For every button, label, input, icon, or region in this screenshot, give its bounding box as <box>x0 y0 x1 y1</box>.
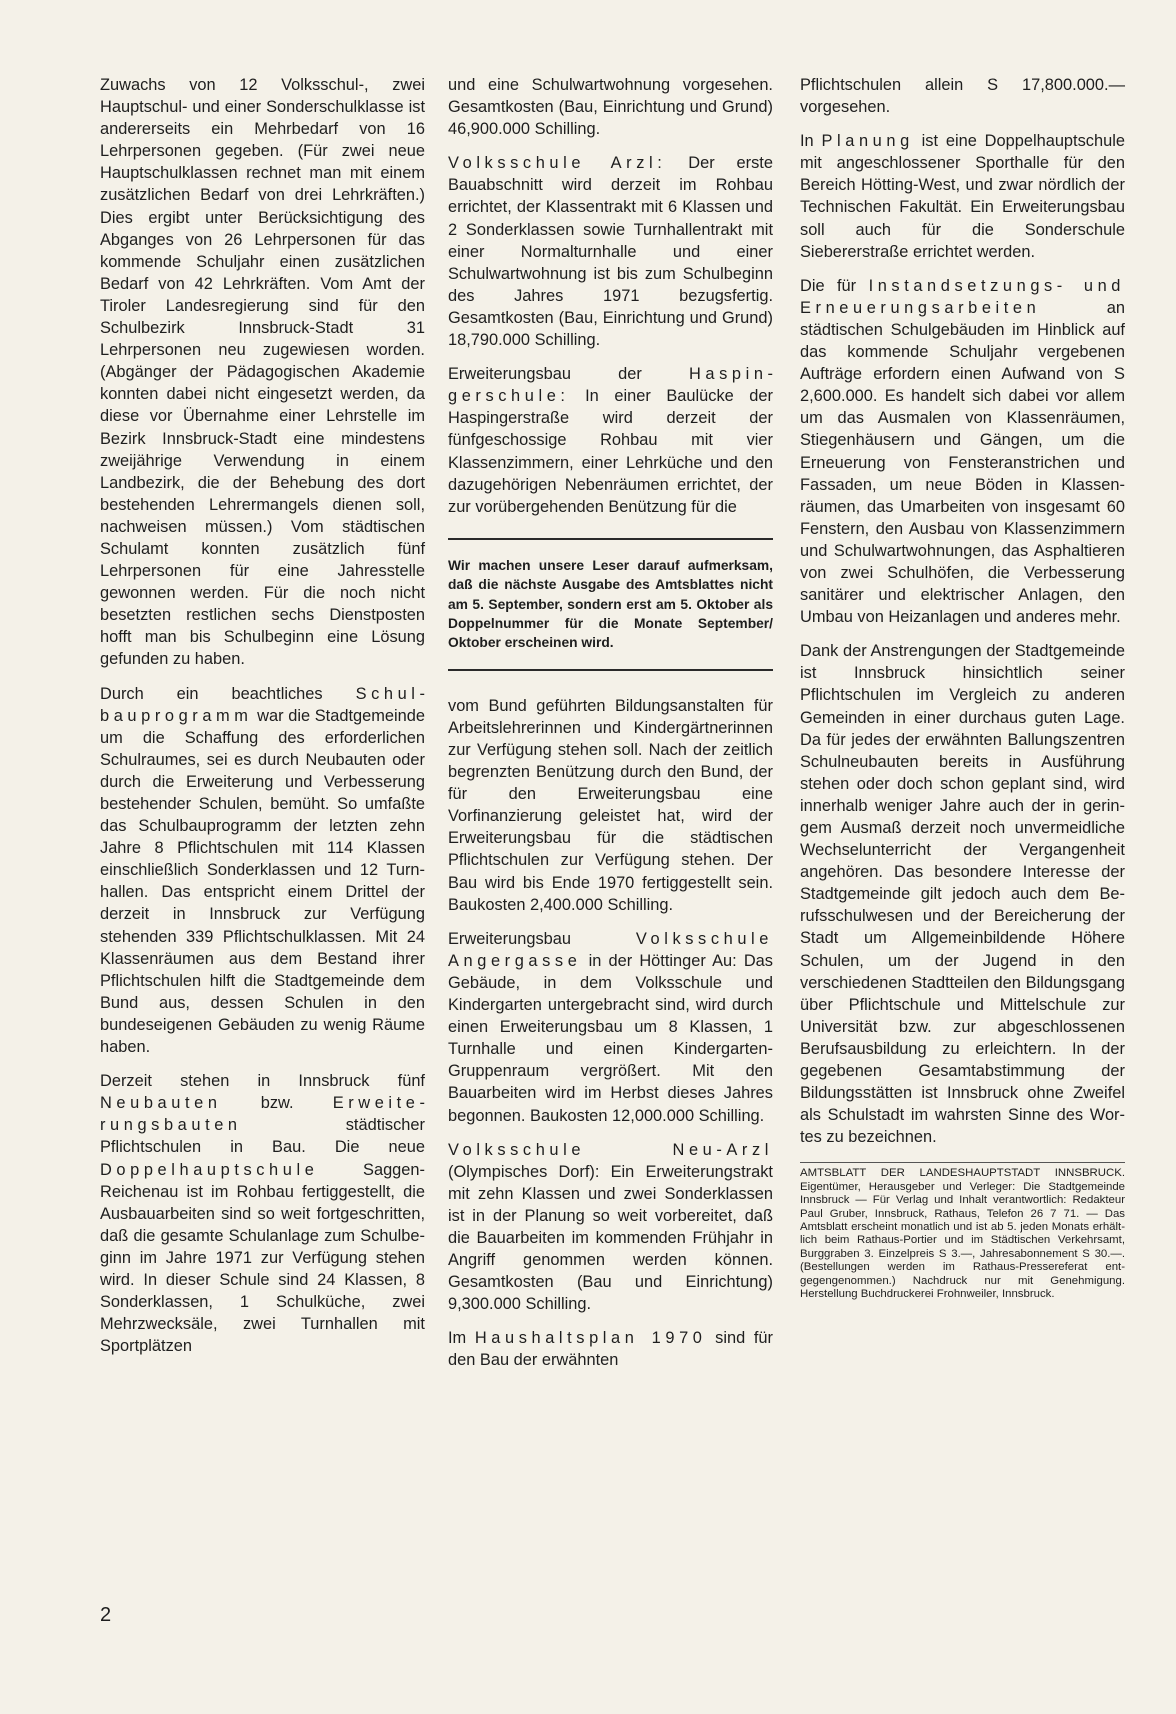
column-2 <box>448 74 773 1384</box>
paragraph: und eine Schulwartwohnung vorgesehen. Gesamtkosten (Bau, Einrichtung und Grund) 46,900.000 Schilling. <box>448 76 773 139</box>
paragraph: Erweiterungsbau Volksschule Angergasse in der Höttinger Au: Das Gebäude, in dem Volksschule und Kindergarten untergebracht sind, wird durch einen Erweiterungsbau um 8 Klassen, 1 Turnhalle und einen Kindergarten-Gruppenraum vergrößert. Mit den Bauarbeiten wird im Herbst dieses Jahres begonnen. Baukosten 12,000.000 Schilling. <box>448 929 773 1125</box>
spaced-emphasis: Volksschule Angergasse <box>448 929 773 970</box>
paragraph: Volksschule Arzl: Der erste Bauabschnitt wird derzeit im Rohbau errichtet, der Klassentrakt mit 6 Klassen und 2 Sonderklassen sowie Turnhallentrakt mit einer Normalturnhalle und einer Schulwartwohnung ist bis zum Schulbeginn des Jahres 1971 bezugsfertig. Gesamtkosten (Bau, Einrichtung und Grund) 18,790.000 Schilling. <box>448 154 773 350</box>
spaced-emphasis: Instandsetzungs- und Erneuerungsarbeiten <box>800 276 1125 317</box>
spaced-emphasis: Planung <box>821 132 914 151</box>
page-number: 2 <box>100 1604 112 1626</box>
paragraph: In Planung ist eine Doppelhauptschule mit angeschlossener Sporthalle für den Bereich Hötting-West, und zwar nördlich der Technischen Fakultät. Ein Erweiterungsbau soll auch für die Sonderschule Siebererstraße errichtet werden. <box>800 132 1125 261</box>
spaced-emphasis: Volksschule Arzl: <box>448 154 667 173</box>
spaced-emphasis: Doppelhauptschule <box>100 1160 319 1179</box>
imprint-text: AMTSBLATT DER LANDESHAUPTSTADT INNSBRUCK. Eigentümer, Herausgeber und Verleger: Die Stadtgemeinde Innsbruck — Für Verlag und Inhalt verantwortlich: Redakteur Paul Gruber, Innsbruck, Rathaus, Telefon 26 7 71. — Das Amtsblatt erscheint monatlich und ist ab 5. jeden Monats erhältlich beim Rathaus-Portier und im Städtischen Verkehrsamt, Burggraben 3. Einzelpreis S 3.—, Jahresabonnement S 30.—. (Bestellungen werden im Rathaus-Pressereferat entgegengenommen.) Nachdruck nur mit Genehmigung. Herstellung Buchdruckerei Frohnweiler, Innsbruck. <box>800 1167 1125 1301</box>
spaced-emphasis: Volksschule Neu-Arzl <box>448 1140 773 1159</box>
column-3 <box>800 74 1125 1301</box>
paragraph: Durch ein beachtliches Schulbauprogramm war die Stadtgemeinde um die Schaffung des erforderlichen Schulraumes, sei es durch Neubauten oder durch die Erweiterung und Verbesserung bestehender Schulen, bemüht. So umfaßte das Schulbauprogramm der letzten zehn Jahre 8 Pflichtschulen mit 114 Klassen einschließlich Sonderklassen und 12 Turnhallen. Das entspricht einem Drittel der derzeit in Innsbruck zur Verfügung stehenden 339 Pflichtschulklassen. Mit 24 Klassenräumen aus dem Bestand ihrer Pflichtschulen hilft die Stadtgemeinde dem Bund aus, dessen Schulen in den bundeseigenen Gebäuden zu wenig Räume haben. <box>100 684 425 1057</box>
paragraph: Derzeit stehen in Innsbruck fünf Neubauten bzw. Erweiterungsbauten städtischer Pflichtschulen in Bau. Die neue Doppelhauptschule Saggen-Reichenau ist im Rohbau fertiggestellt, die Ausbauarbeiten sind so weit fortgeschritten, daß die gesamte Schulanlage zum Schulbeginn im Jahre 1971 zur Verfügung stehen wird. In dieser Schule sind 24 Klassen, 8 Sonderklassen, 1 Schulküche, zwei Mehrzwecksäle, zwei Turnhallen mit Sportplätzen <box>100 1072 425 1356</box>
spaced-emphasis: Schulbauprogramm <box>100 684 425 725</box>
paragraph: Erweiterungsbau der Haspingerschule: In einer Baulücke der Haspingerstraße wird derzeit der fünfgeschossige Rohbau mit vier Klassenzimmern, einer Lehrküche und den dazugehörigen Nebenräumen errichtet, der zur vorübergehenden Benützung für die <box>448 365 773 516</box>
paragraph: Pflichtschulen allein S 17,800.000.— vorgesehen. <box>800 76 1125 117</box>
reader-notice-text: Wir machen unsere Leser darauf aufmerksam, daß die nächste Ausgabe des Amtsblattes nicht am 5. September, sondern erst am 5. Oktober als Doppelnummer für die Monate September/ Oktober erscheinen wird. <box>448 557 773 651</box>
spaced-emphasis: Neubauten <box>100 1094 222 1113</box>
spaced-emphasis: Haushaltsplan 1970 <box>474 1329 707 1348</box>
paragraph: Die für Instandsetzungs- und Erneuerungsarbeiten an städtischen Schulgebäuden im Hinblick auf das kommende Schuljahr vergebenen Aufträge erfordern einen Aufwand von S 2,600.000. Es handelt sich dabei vor allem um das Ausmalen von Klassenräumen, Stiegenhäusern und Gängen, um die Erneuerung von Fensteranstrichen und Fassaden, um neue Böden in Klassenräumen, das Umarbeiten von insgesamt 60 Fenstern, den Ausbau von Klassenzimmern und Schulwartwohnungen, das Asphaltieren von zwei Schulhöfen, die Verbesserung sanitärer und elektrischer Anlagen, den Umbau von Heizanlagen und anderes mehr. <box>800 276 1125 627</box>
paragraph: vom Bund geführten Bildungsanstalten für Arbeitslehrerinnen und Kindergärtnerinnen zur Verfügung stehen soll. Nach der zeitlich begrenzten Benützung durch den Bund, der für den Erweiterungsbau eine Vorfinanzierung geleistet hat, wird der Erweiterungsbau für die städtischen Pflichtschulen zur Verfügung stehen. Der Bau wird bis Ende 1970 fertiggestellt sein. Baukosten 2,400.000 Schilling. <box>448 696 773 914</box>
imprint-box <box>800 1162 1125 1301</box>
column-1 <box>100 74 425 1369</box>
spaced-emphasis: Haspingerschule: <box>448 365 773 406</box>
paragraph: Volksschule Neu-Arzl (Olympisches Dorf): Ein Erweiterungstrakt mit zehn Klassen und zwei Sonderklassen ist in der Planung so weit vorbereitet, daß die Bauarbeiten im kommenden Frühjahr in Angriff genommen werden können. Gesamtkosten (Bau und Einrichtung) 9,300.000 Schilling. <box>448 1140 773 1314</box>
paragraph: Im Haushaltsplan 1970 sind für den Bau der erwähnten <box>448 1329 773 1370</box>
paragraph: Dank der Anstrengungen der Stadtgemeinde ist Innsbruck hinsichtlich seiner Pflichtschulen im Vergleich zu anderen Gemeinden in einer durchaus guten Lage. Da für jedes der erwähnten Ballungszentren Schulneubauten bereits in Ausführung stehen oder doch schon geplant sind, wird innerhalb weniger Jahre auch der in geringem Ausmaß derzeit noch unvermeidliche Wechselunterricht der Vergangenheit angehören. Das besondere Interesse der Stadtgemeinde gilt jedoch auch dem Berufsschulwesen und der Bereicherung der Stadt um Allgemeinbildende Höhere Schulen, um der Jugend in den verschiedenen Stadtteilen den Bildungsgang über Pflichtschule und Mittelschule zur Universität bzw. zur abgeschlossenen Berufsausbildung zu erleichtern. In der gegebenen Gesamtabstimmung der Bildungsstätten ist Innsbruck ohne Zweifel als Schulstadt im wahrsten Sinne des Wortes zu bezeichnen. <box>800 642 1125 1147</box>
spaced-emphasis: Erweiterungsbauten <box>100 1094 425 1135</box>
reader-notice-box <box>448 538 773 671</box>
paragraph: Zuwachs von 12 Volksschul-, zwei Hauptschul- und einer Sonderschulklasse ist andererseits ein Mehrbedarf von 16 Lehrpersonen gegeben. (Für zwei neue Hauptschulklassen rechnet man mit einem zusätzlichen Bedarf von drei Lehrkräften.) Dies ergibt unter Berücksichtigung des Abganges von 26 Lehrpersonen für das kommende Schuljahr einen zusätzlichen Bedarf von 42 Lehrkräften. Vom Amt der Tiroler Landesregierung sind für den Schulbezirk Innsbruck-Stadt 31 Lehrpersonen neu zugewiesen worden. (Abgänger der Pädagogischen Akademie konnten dabei nicht eingesetzt werden, da diese vor Übernahme einer Lehrstelle im Bezirk Innsbruck-Stadt eine mindestens zweijährige Verwendung in einem Landbezirk, die der Behebung des dort bestehenden Lehrermangels dienen soll, nachweisen müssen.) Vom städtischen Schulamt konnten zusätzlich fünf Lehrpersonen für eine Jahresstelle gewonnen werden. Für die noch nicht besetzten restlichen sechs Dienstposten hofft man bis Schulbeginn eine Lösung gefunden zu haben. <box>100 76 425 669</box>
